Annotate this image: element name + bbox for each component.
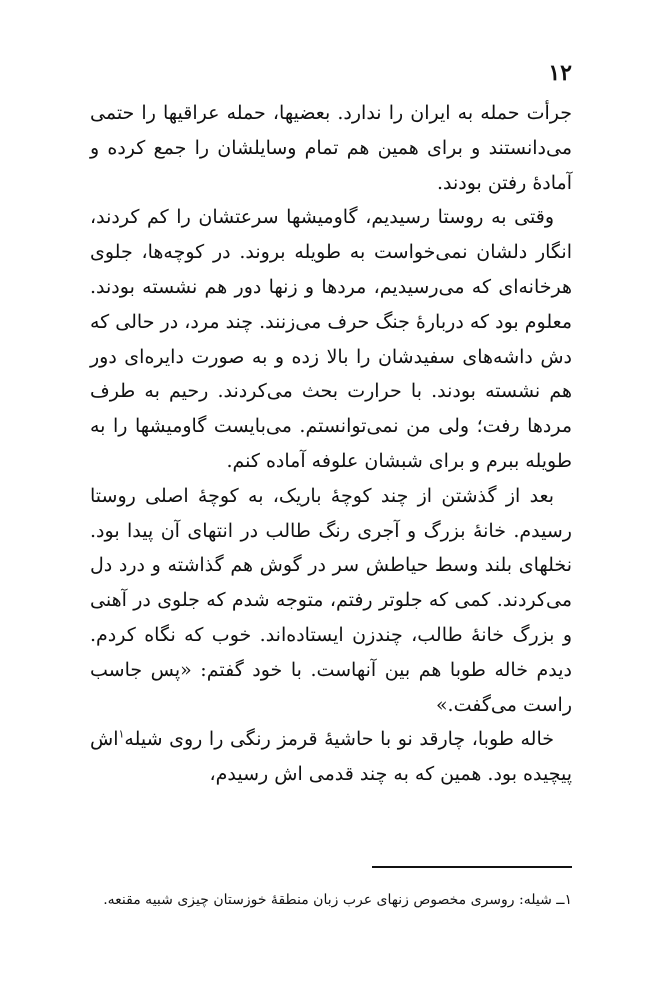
paragraph-4 (90, 722, 572, 792)
paragraph-4-before: خاله طوبا، چارقد نو با حاشیهٔ قرمز رنگی را روی شیله (124, 728, 554, 751)
paragraph-4-after: اش پیچیده بود. همین که به چند قدمی اش رسیدم، (90, 728, 572, 786)
footnote-reference: ۱ (118, 728, 125, 742)
body-text (90, 96, 572, 792)
paragraph-3: بعد از گذشتن از چند کوچهٔ باریک، به کوچهٔ اصلی روستا رسیدم. خانهٔ بزرگ و آجری رنگ طالب در انتهای آن پیدا بود. نخلهای بلند وسط حیاطش سر در گوش هم گذاشته و درد دل می‌کردند. کمی که جلوتر رفتم، متوجه شدم که جلوی در آهنی و بزرگ خانهٔ طالب، چندزن ایستاده‌اند. خوب که نگاه کردم. دیدم خاله طوبا هم بین آنهاست. با خود گفتم: «پس جاسب راست می‌گفت.» (90, 484, 572, 716)
footnote: ۱ــ شیله: روسری مخصوص زنهای عرب زبان منطقهٔ خوزستان چیزی شبیه مقنعه. (103, 892, 572, 908)
footnote-divider (372, 866, 572, 868)
page-number: ۱۲ (548, 60, 572, 86)
paragraph-2: وقتی به روستا رسیدیم، گاومیشها سرعتشان را کم کردند، انگار دلشان نمی‌خواست به طویله بروند. در کوچه‌ها، جلوی هرخانه‌ای که می‌رسیدیم، مردها و زنها دور هم نشسته بودند. معلوم بود که دربارهٔ جنگ حرف می‌زنند. چند مرد، در حالی که دش داشه‌های سفیدشان را بالا زده و به صورت دایره‌ای دور هم نشسته بودند. با حرارت بحث می‌کردند. رحیم به طرف مردها رفت؛ ولی من نمی‌توانستم. می‌بایست گاومیشها را به طویله ببرم و برای شبشان علوفه آماده کنم. (90, 206, 572, 472)
paragraph-1: جرأت حمله به ایران را ندارد. بعضیها، حمله عراقیها را حتمی می‌دانستند و برای همین هم تمام وسایلشان را جمع کرده و آمادهٔ رفتن بودند. (90, 102, 572, 194)
